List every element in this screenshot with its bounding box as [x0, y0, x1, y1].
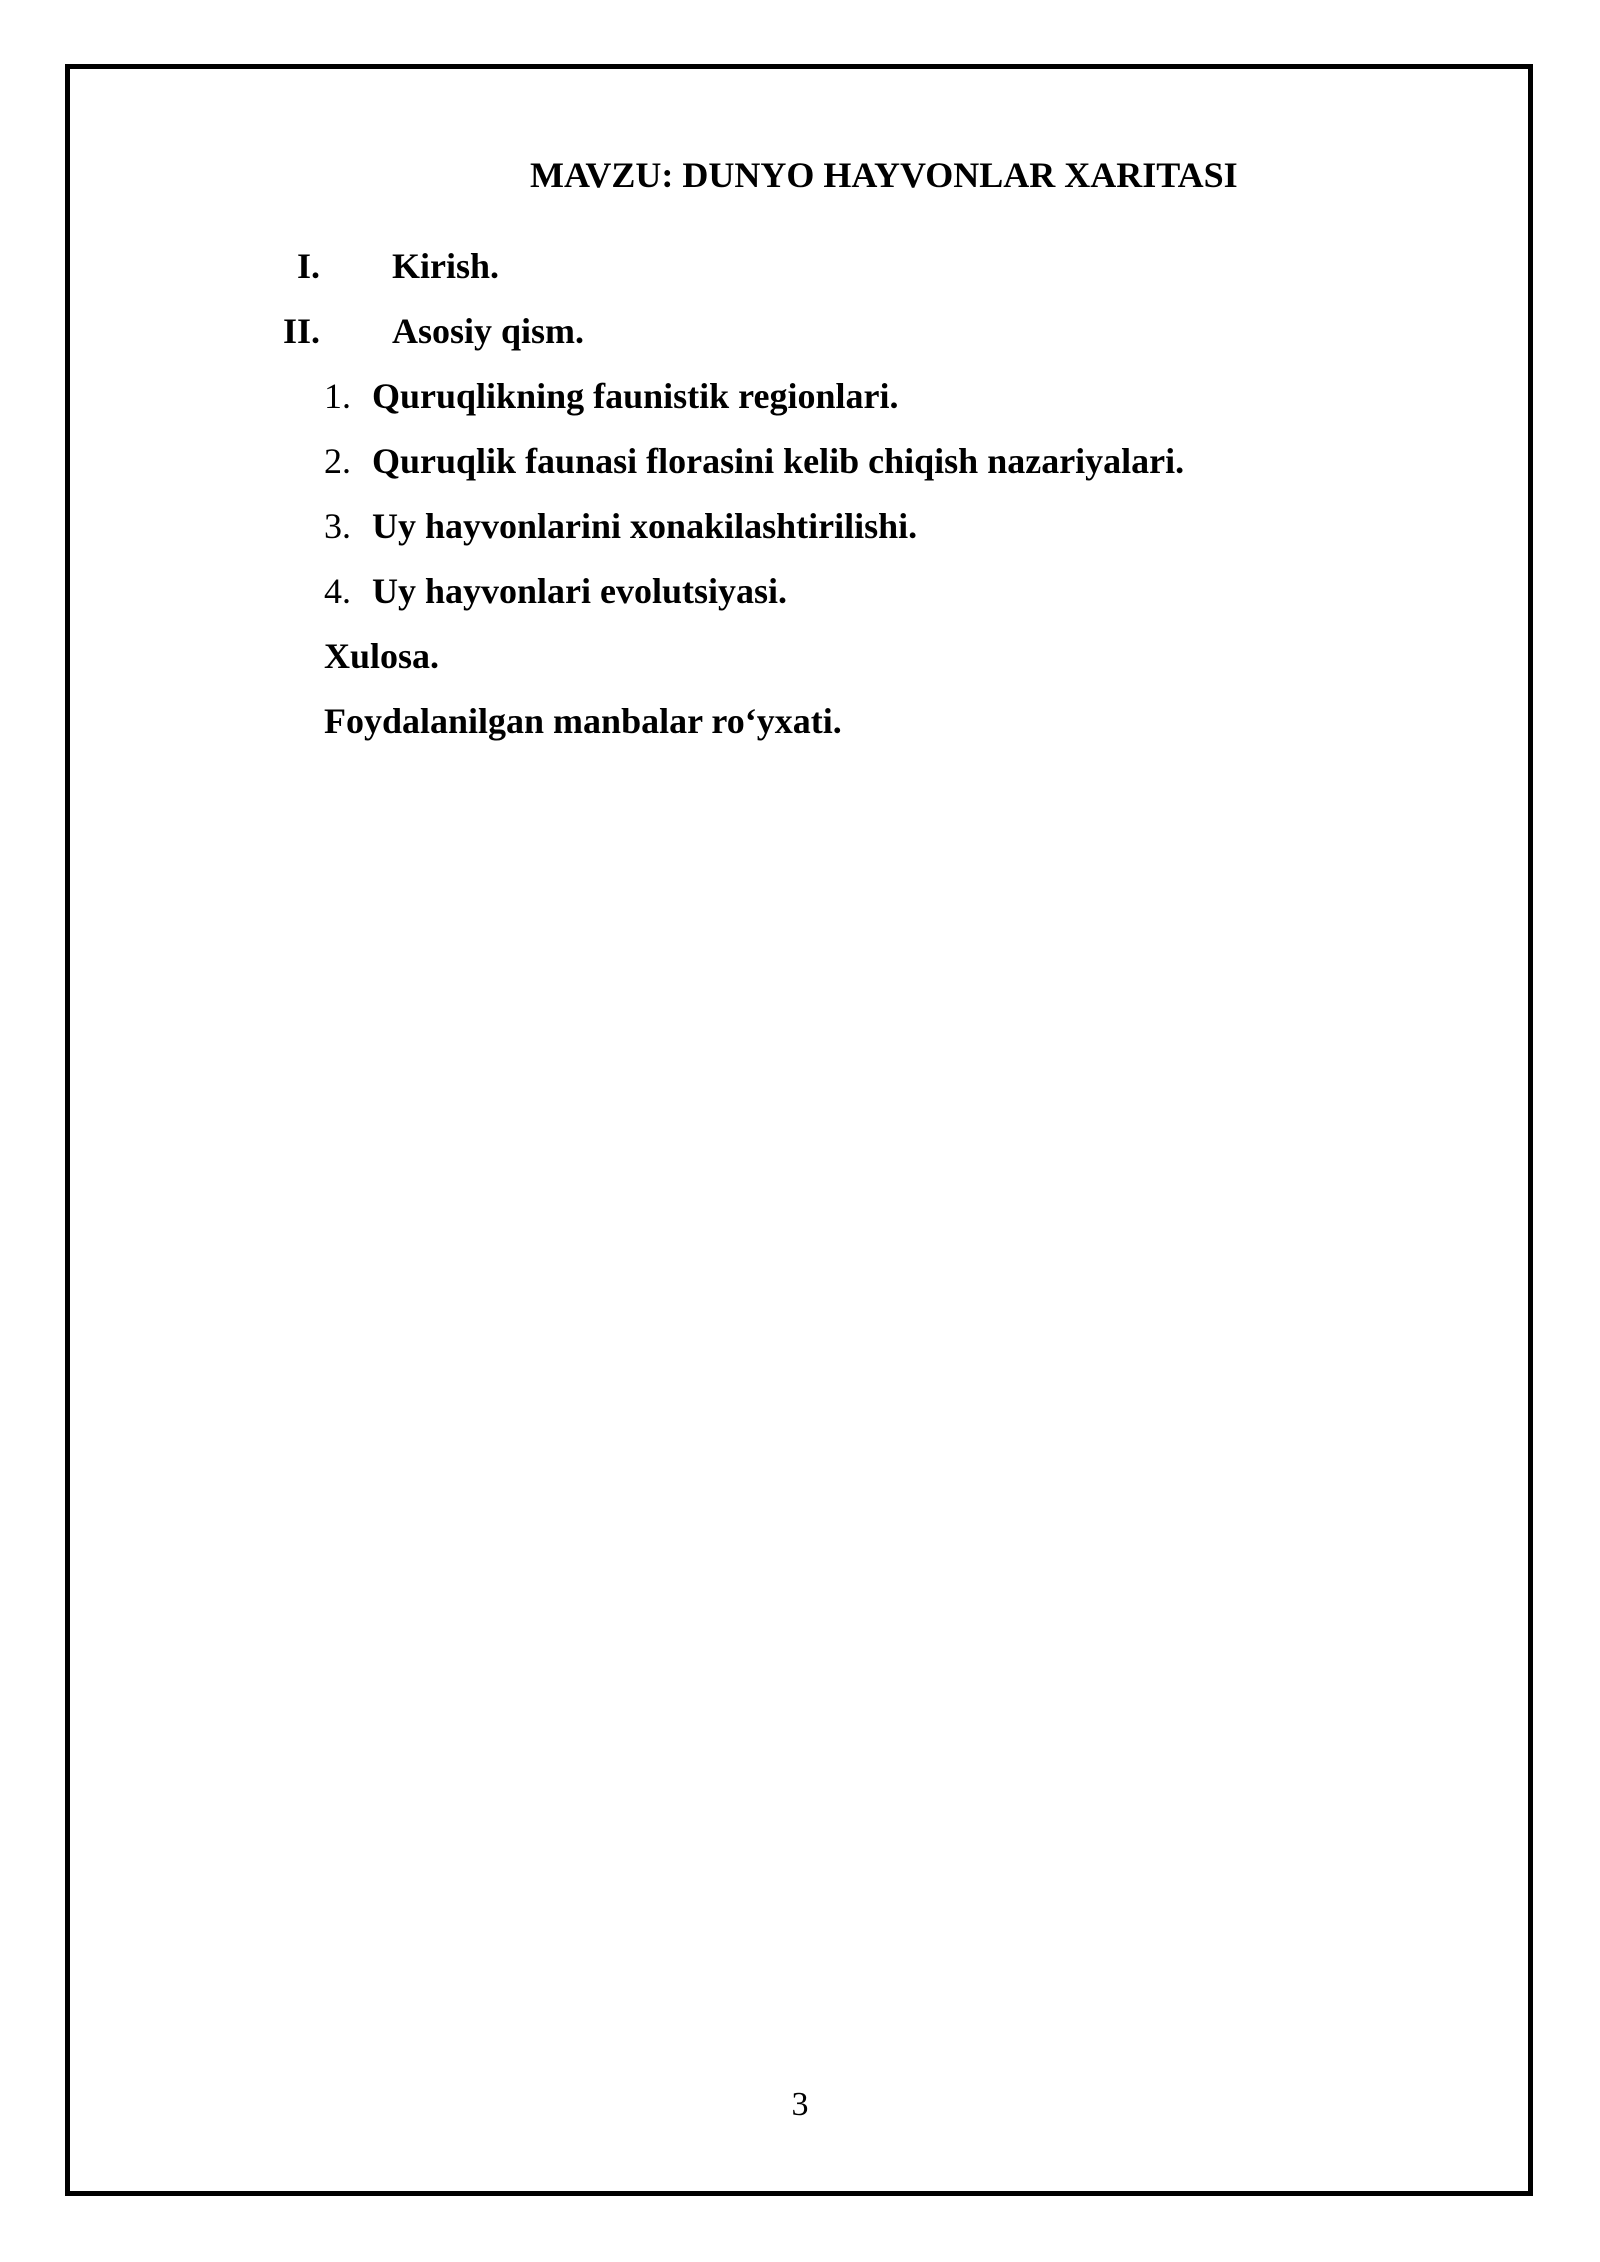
toc-subitem-label: Uy hayvonlarini xonakilashtirilishi. — [372, 506, 918, 546]
document-title: MAVZU: DUNYO HAYVONLAR XARITASI — [530, 155, 1238, 195]
toc-subitem-number: 3. — [324, 506, 351, 546]
toc-subitem-label: Uy hayvonlari evolutsiyasi. — [372, 571, 788, 611]
toc-subitem-label: Quruqlik faunasi florasini kelib chiqish nazariyalari. — [372, 441, 1185, 481]
toc-subitem-number: 2. — [324, 441, 351, 481]
toc-roman-number: I. — [296, 246, 320, 286]
toc-item-label: Kirish. — [392, 246, 500, 286]
toc-subitem-number: 1. — [324, 376, 351, 416]
toc-item-references: Foydalanilgan manbalar ro‘yxati. — [324, 701, 842, 741]
toc-subitem-label: Quruqlikning faunistik regionlari. — [372, 376, 899, 416]
toc-roman-number: II. — [282, 311, 320, 351]
page-number: 3 — [791, 2086, 809, 2123]
toc-item-label: Asosiy qism. — [392, 311, 585, 351]
toc-item-xulosa: Xulosa. — [324, 636, 440, 676]
toc-subitem-number: 4. — [324, 571, 351, 611]
